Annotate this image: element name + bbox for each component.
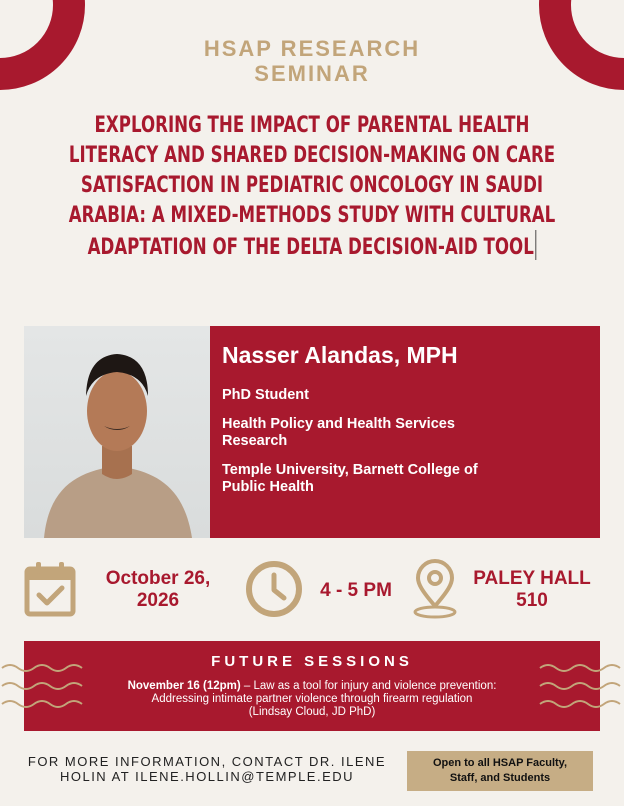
seminar-title <box>0 36 624 86</box>
speaker-name: Nasser Alandas, MPH <box>222 342 458 368</box>
talk-title-line: SATISFACTION IN PEDIATRIC ONCOLOGY IN SAUDI <box>80 172 544 198</box>
speaker-institution: Temple University, Barnett College of Public Health <box>222 462 478 495</box>
location-pin-icon <box>410 558 460 620</box>
event-location: PALEY HALL 510 <box>473 568 591 611</box>
wave-decoration-left <box>0 660 86 712</box>
event-date: October 26, 2026 <box>105 568 211 611</box>
talk-title-line: ARABIA: A MIXED-METHODS STUDY WITH CULTURAL <box>68 202 556 228</box>
talk-title-line: LITERACY AND SHARED DECISION-MAKING ON CARE <box>68 142 556 168</box>
speaker-role: PhD Student <box>222 387 309 403</box>
seminar-title-line: HSAP RESEARCH <box>203 36 421 61</box>
open-to-badge: Open to all HSAP Faculty, Staff, and Students <box>407 751 593 791</box>
speaker-panel <box>210 326 600 538</box>
clock-icon <box>245 560 303 618</box>
calendar-check-icon <box>24 561 76 617</box>
wave-decoration-right <box>538 660 624 712</box>
seminar-title-line: SEMINAR <box>254 61 370 86</box>
text-cursor <box>535 230 536 260</box>
future-session-line: November 16 (12pm) – Law as a tool for injury and violence prevention: <box>127 680 497 692</box>
speaker-department: Health Policy and Health Services Research <box>222 416 455 449</box>
event-time: 4 - 5 PM <box>320 580 392 601</box>
contact-info: FOR MORE INFORMATION, CONTACT DR. ILENE HOLIN AT ILENE.HOLLIN@TEMPLE.EDU <box>27 754 387 784</box>
future-session-line: (Lindsay Cloud, JD PhD) <box>248 706 376 718</box>
future-sessions <box>24 641 600 731</box>
future-session-line: Addressing intimate partner violence through firearm regulation <box>151 693 473 705</box>
speaker-photo <box>24 326 210 538</box>
talk-title <box>40 110 583 262</box>
talk-title-line: ADAPTATION OF THE DELTA DECISION-AID TOOL <box>40 230 583 262</box>
talk-title-line: EXPLORING THE IMPACT OF PARENTAL HEALTH <box>94 112 530 138</box>
future-sessions-heading: FUTURE SESSIONS <box>211 653 413 670</box>
